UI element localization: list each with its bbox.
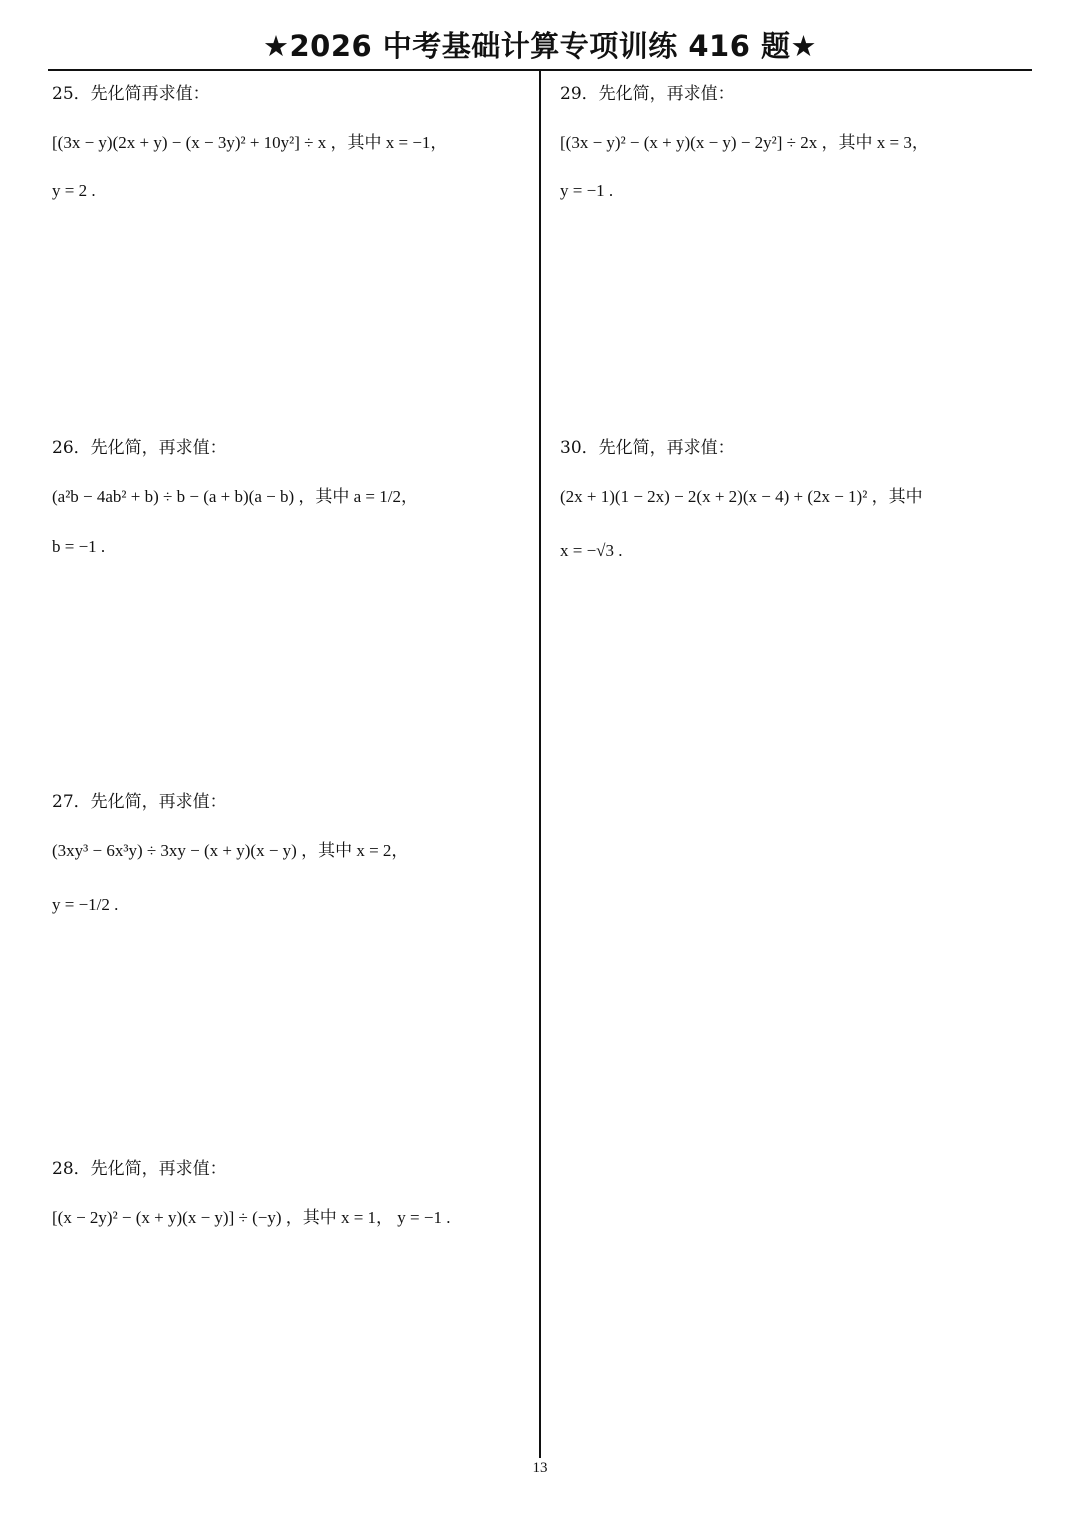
problem-27-expression: (3xy³ − 6x³y) ÷ 3xy − (x + y)(x − y) ，其中 x = 2， <box>52 841 409 860</box>
problem-30-expression: (2x + 1)(1 − 2x) − 2(x + 2)(x − 4) + (2x − 1)² ，其中 <box>560 487 923 506</box>
problem-30-heading: 30．先化简，再求值： <box>560 438 735 458</box>
problem-26 <box>52 436 522 560</box>
problem-30 <box>560 436 1030 564</box>
problem-27 <box>52 790 522 918</box>
page-number: 13 <box>532 1460 548 1476</box>
problem-25 <box>52 82 522 204</box>
problem-29 <box>560 82 1030 204</box>
problem-28 <box>52 1157 522 1231</box>
problem-28-expression: [(x − 2y)² − (x + y)(x − y)] ÷ (−y) ，其中 x = 1， y = −1 . <box>52 1208 451 1227</box>
problem-26-expression: (a²b − 4ab² + b) ÷ b − (a + b)(a − b) ，其中 a = 1/2， <box>52 487 418 506</box>
problem-29-heading: 29．先化简，再求值： <box>560 84 735 104</box>
problem-28-heading: 28．先化简，再求值： <box>52 1159 227 1179</box>
problem-26-condition: b = −1 . <box>52 537 106 556</box>
problem-29-expression: [(3x − y)² − (x + y)(x − y) − 2y²] ÷ 2x ，其中 x = 3， <box>560 133 929 152</box>
problem-26-heading: 26．先化简，再求值： <box>52 438 227 458</box>
problem-25-condition: y = 2 . <box>52 181 96 200</box>
problem-27-condition: y = −1/2 . <box>52 895 119 914</box>
problem-25-heading: 25．先化简再求值： <box>52 84 210 104</box>
problem-27-heading: 27．先化简，再求值： <box>52 792 227 812</box>
problem-29-condition: y = −1 . <box>560 181 614 200</box>
problem-25-expression: [(3x − y)(2x + y) − (x − 3y)² + 10y²] ÷ x ，其中 x = −1， <box>52 133 448 152</box>
problem-30-condition: x = −√3 . <box>560 541 623 560</box>
page-title: ★2026 中考基础计算专项训练 416 题★ <box>262 29 818 63</box>
column-divider <box>539 70 541 1458</box>
